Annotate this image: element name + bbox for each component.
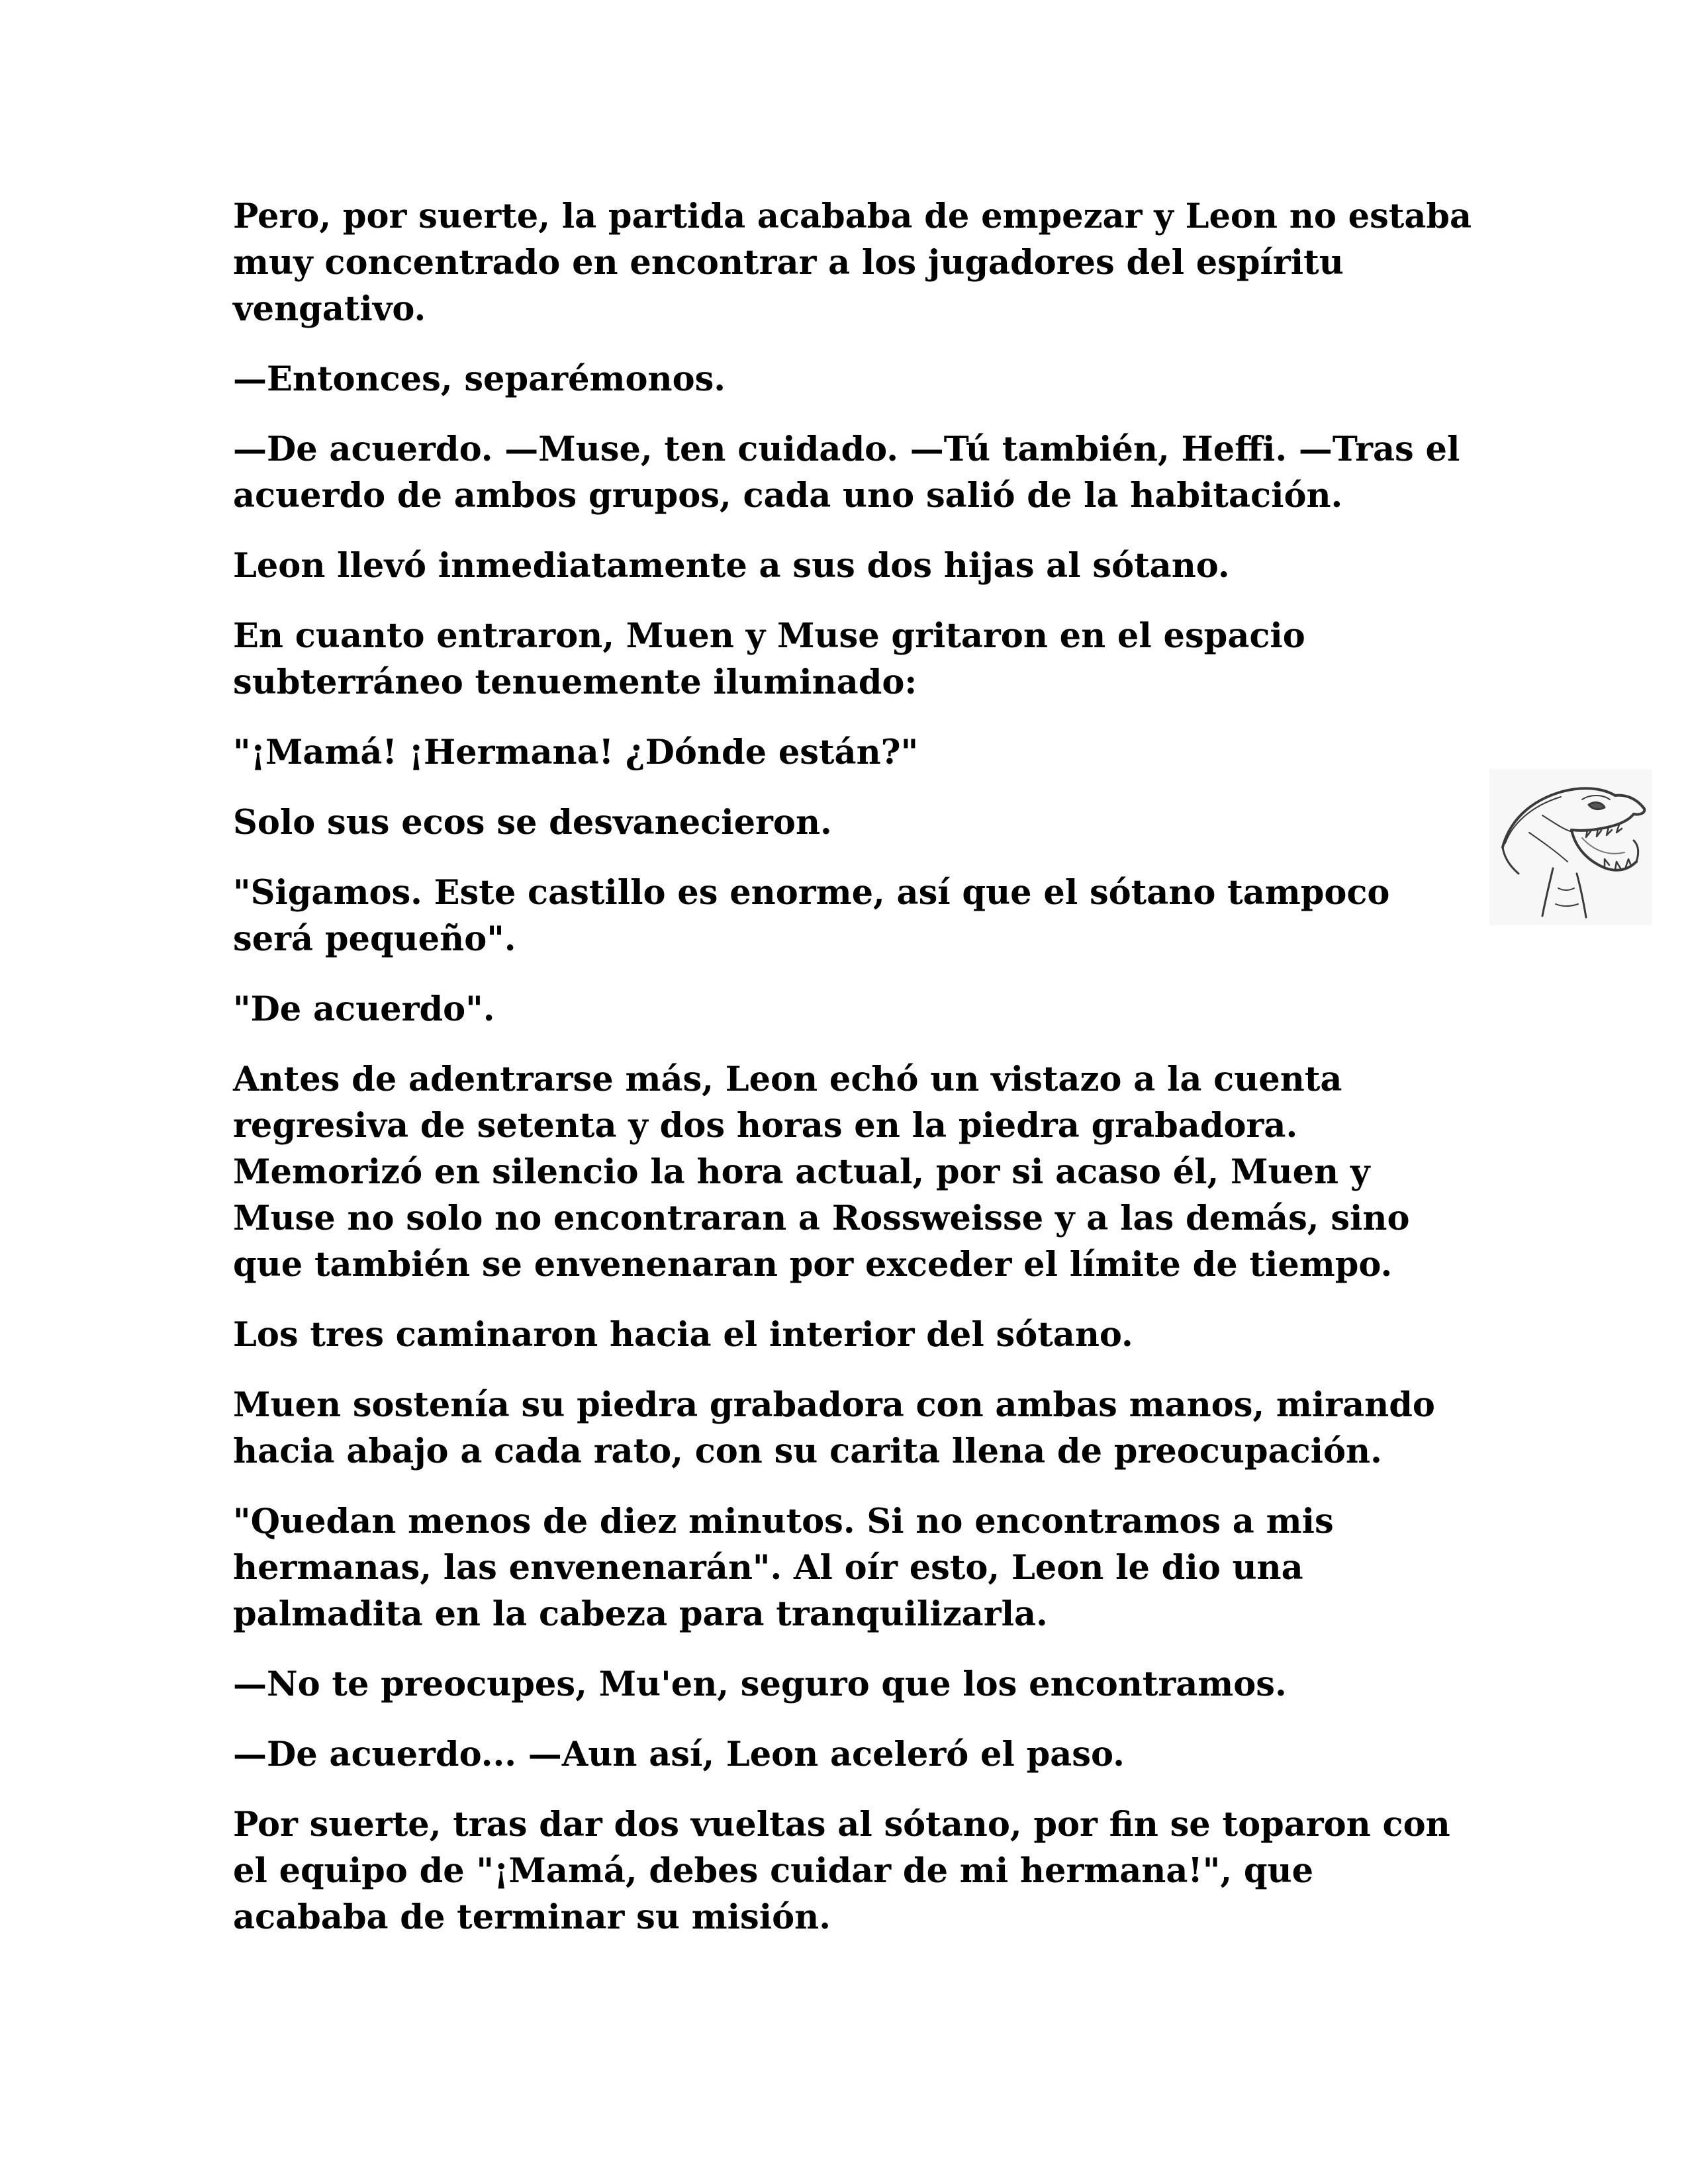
paragraph-11: Los tres caminaron hacia el interior del sótano. (233, 1315, 1133, 1355)
paragraph-9: "De acuerdo". (233, 989, 495, 1029)
paragraph-2: —Entonces, separémonos. (233, 359, 726, 399)
paragraph-4: Leon llevó inmediatamente a sus dos hijas al sótano. (233, 546, 1230, 586)
paragraph-16: Por suerte, tras dar dos vueltas al sótano, por fin se toparon con el equipo de "¡Mamá, debes cuidar de mi hermana!", que acababa de terminar su misión. (233, 1805, 1450, 1937)
paragraph-5: En cuanto entraron, Muen y Muse gritaron en el espacio subterráneo tenuemente iluminado: (233, 616, 1305, 702)
paragraph-14: —No te preocupes, Mu'en, seguro que los encontramos. (233, 1664, 1287, 1704)
paragraph-10: Antes de adentrarse más, Leon echó un vistazo a la cuenta regresiva de setenta y dos horas en la piedra grabadora. Memorizó en silencio la hora actual, por si acaso él, Muen y Muse no solo no encontraran a Rossweisse y a las demás, sino que también se envenenaran por exceder el límite de tiempo. (233, 1060, 1410, 1285)
paragraph-12: Muen sostenía su piedra grabadora con ambas manos, mirando hacia abajo a cada rato, con su carita llena de preocupación. (233, 1385, 1435, 1471)
paragraph-3: —De acuerdo. —Muse, ten cuidado. —Tú también, Heffi. —Tras el acuerdo de ambos grupos, cada uno salió de la habitación. (233, 430, 1460, 516)
paragraph-7: Solo sus ecos se desvanecieron. (233, 803, 832, 842)
paragraph-13: "Quedan menos de diez minutos. Si no encontramos a mis hermanas, las envenenarán". Al oír esto, Leon le dio una palmadita en la cabeza para tranquilizarla. (233, 1502, 1334, 1634)
paragraph-8: "Sigamos. Este castillo es enorme, así que el sótano tampoco será pequeño". (233, 873, 1390, 959)
paragraph-1: Pero, por suerte, la partida acababa de empezar y Leon no estaba muy concentrado en encontrar a los jugadores del espíritu vengativo. (233, 197, 1472, 329)
text-column (233, 193, 1477, 1964)
paragraph-15: —De acuerdo... —Aun así, Leon aceleró el paso. (233, 1735, 1125, 1774)
paragraph-6: "¡Mamá! ¡Hermana! ¿Dónde están?" (233, 733, 919, 772)
dinosaur-head-sketch-icon (1489, 769, 1652, 925)
